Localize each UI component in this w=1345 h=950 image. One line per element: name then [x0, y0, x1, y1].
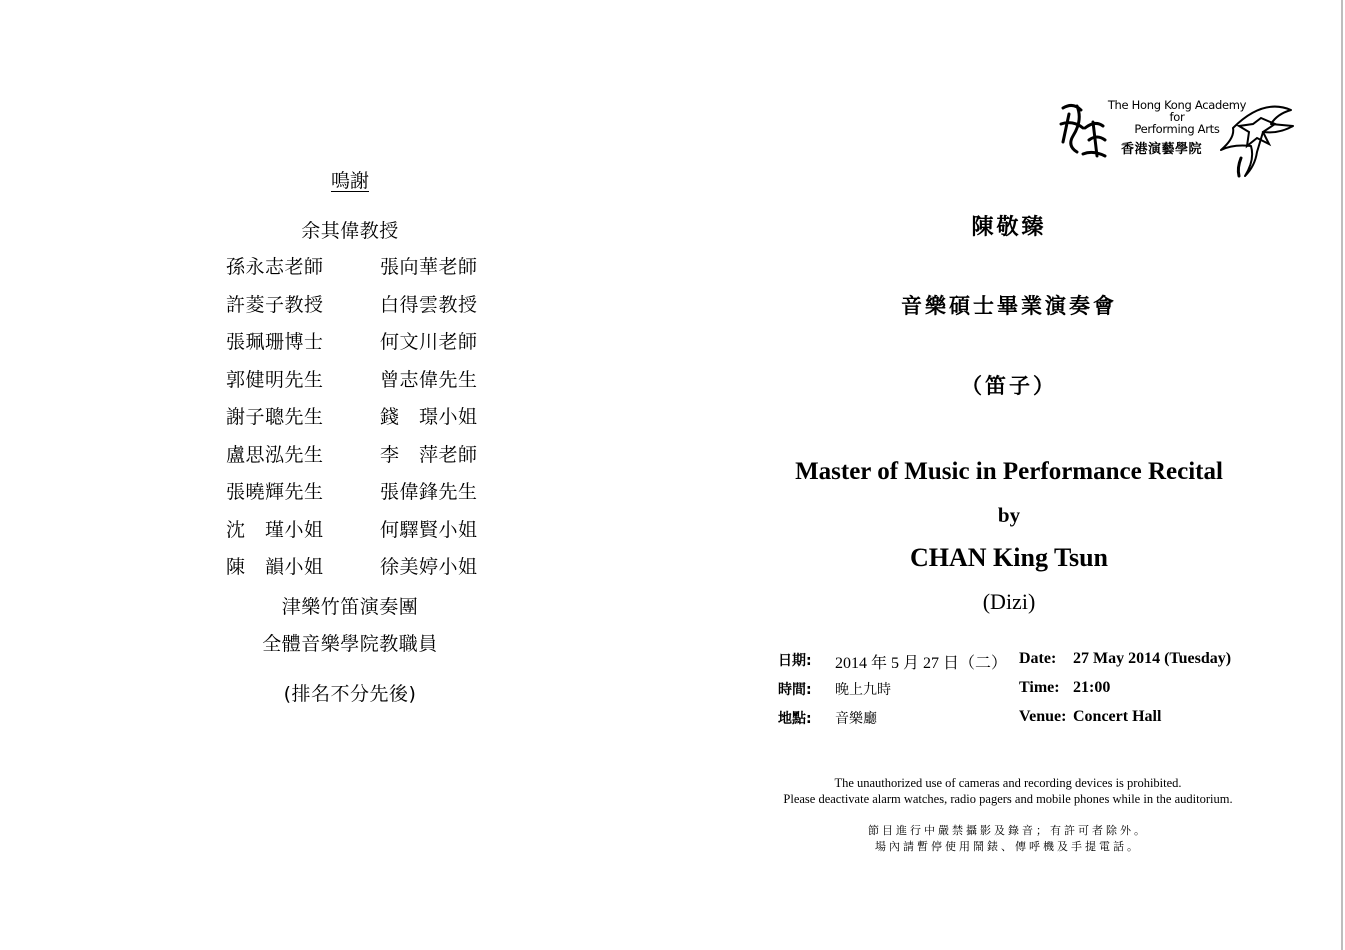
notice-zh-line-2: 場內請暫停使用鬧錶、傳呼機及手提電話。: [875, 840, 1141, 853]
acknowledgement-name: 何驛賢小姐: [380, 518, 478, 541]
logo-line: The Hong Kong Academy: [1107, 98, 1247, 112]
date-label-zh: 日期:: [778, 653, 812, 669]
date-value-en: 27 May 2014 (Tuesday): [1073, 650, 1232, 667]
list-item: [226, 477, 526, 515]
acknowledgement-name: 孫永志老師: [226, 256, 324, 278]
recital-by: by: [997, 503, 1021, 527]
time-row: [778, 679, 1248, 701]
notice-zh-line-1: 節目進行中嚴禁攝影及錄音；有許可者除外。: [868, 824, 1148, 837]
notice-en-line-1: The unauthorized use of cameras and recording devices is prohibited.: [834, 776, 1182, 790]
acknowledgement-name: 郭健明先生: [226, 368, 324, 391]
acknowledgement-name: 許菱子教授: [226, 293, 324, 316]
acknowledgement-name: 沈 瑾小姐: [226, 518, 324, 541]
logo-english-text: [1107, 99, 1247, 135]
performer-name-zh: 陳敬臻: [971, 214, 1047, 240]
acknowledgement-name: 何文川老師: [380, 331, 478, 353]
instrument-zh: （笛子）: [961, 373, 1057, 398]
list-item: [226, 515, 526, 553]
acknowledgement-name: 張曉輝先生: [226, 481, 324, 503]
venue-value-zh: 音樂廳: [835, 711, 877, 727]
time-value-zh: 晚上九時: [835, 682, 891, 698]
recital-title-zh: 音樂碩士畢業演奏會: [901, 293, 1117, 318]
acknowledgement-name: 李 萍老師: [380, 443, 478, 466]
performer-name-en: CHAN King Tsun: [910, 543, 1108, 572]
list-item: [226, 290, 526, 328]
list-item: [226, 440, 526, 478]
venue-row: [778, 708, 1248, 730]
acknowledgement-order-note: (排名不分先後): [283, 683, 417, 705]
time-label-en: Time:: [1019, 679, 1060, 696]
acknowledgement-lead: 余其偉教授: [301, 220, 399, 242]
venue-label-en: Venue:: [1019, 708, 1067, 725]
date-label-en: Date:: [1019, 650, 1057, 667]
acknowledgement-name: 張珮珊博士: [226, 331, 324, 353]
list-item: [226, 402, 526, 440]
page-edge-divider: [1341, 0, 1343, 950]
date-value-zh: 2014 年 5 月 27 日（二）: [835, 655, 1008, 672]
academy-logo: [1055, 88, 1300, 183]
recital-title-en: Master of Music in Performance Recital: [795, 458, 1223, 485]
acknowledgements-title: 鳴謝: [330, 170, 369, 192]
logo-line: Performing Arts: [1134, 122, 1220, 136]
notice-en-line-2: Please deactivate alarm watches, radio pagers and mobile phones while in the auditorium.: [783, 792, 1233, 806]
acknowledgements-list: [226, 252, 526, 590]
acknowledgement-name: 錢 璟小姐: [380, 406, 478, 428]
acknowledgement-name: 徐美婷小姐: [380, 556, 478, 578]
acknowledgement-name: 張向華老師: [380, 256, 478, 278]
instrument-en: (Dizi): [982, 589, 1036, 614]
time-value-en: 21:00: [1073, 679, 1111, 696]
time-label-zh: 時間:: [778, 682, 812, 698]
acknowledgement-name: 盧思泓先生: [226, 443, 324, 466]
acknowledgement-group: 津樂竹笛演奏團: [281, 596, 419, 618]
date-row: [778, 650, 1248, 672]
logo-chinese-text: 香港演藝學院: [1121, 142, 1203, 157]
logo-line: for: [1169, 110, 1185, 124]
list-item: [226, 327, 526, 365]
list-item: [226, 365, 526, 403]
venue-label-zh: 地點:: [778, 711, 812, 727]
venue-value-en: Concert Hall: [1073, 708, 1162, 725]
acknowledgement-name: 謝子聰先生: [226, 406, 324, 428]
acknowledgement-group: 全體音樂學院教職員: [262, 633, 438, 655]
list-item: [226, 552, 526, 590]
acknowledgement-name: 白得雲教授: [380, 293, 478, 316]
acknowledgement-name: 陳 韻小姐: [226, 556, 324, 578]
list-item: [226, 252, 526, 290]
acknowledgement-name: 張偉鋒先生: [380, 481, 478, 503]
acknowledgement-name: 曾志偉先生: [380, 368, 478, 391]
